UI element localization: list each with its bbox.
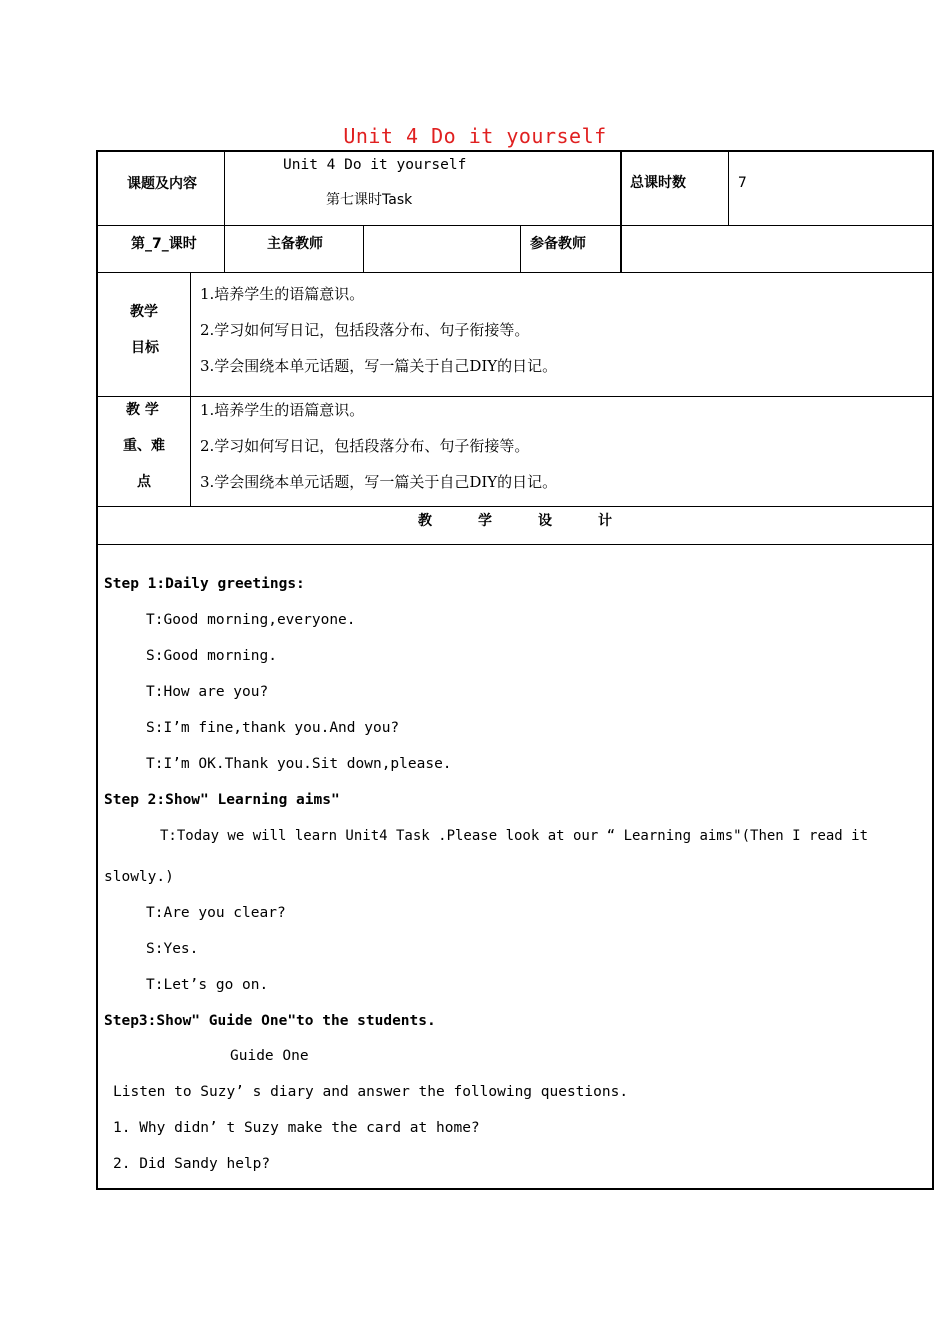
- total-hours-value: 7: [738, 175, 747, 191]
- step-2-heading: Step 2:Show" Learning aims": [104, 792, 340, 808]
- topic-line-2: 第七课时Task: [326, 192, 413, 208]
- row-divider: [96, 396, 934, 397]
- question-item: 1. Why didn’ t Suzy make the card at home?: [113, 1120, 480, 1136]
- keypoint-item: 1.培养学生的语篇意识。: [200, 401, 365, 419]
- objective-item: 3.学会围绕本单元话题，写一篇关于自己DIY的日记。: [200, 357, 558, 375]
- dialogue-line: T:Good morning,everyone.: [146, 612, 356, 628]
- dialogue-line: T:How are you?: [146, 684, 269, 700]
- row-divider: [96, 272, 934, 273]
- keypoints-label-3: 点: [137, 474, 151, 490]
- assist-teacher-label: 参备教师: [530, 236, 586, 252]
- dialogue-line: T:Are you clear?: [146, 905, 286, 921]
- paragraph-line: T:Today we will learn Unit4 Task .Please look at our “ Learning aims"(Then I read it: [160, 828, 869, 844]
- objectives-label-2: 目标: [131, 340, 159, 356]
- paragraph-line: slowly.): [104, 869, 174, 885]
- row-divider: [96, 544, 934, 545]
- col-divider: [620, 151, 622, 272]
- col-divider: [224, 151, 225, 272]
- main-teacher-label: 主备教师: [267, 236, 323, 252]
- step-3-heading: Step3:Show" Guide One"to the students.: [104, 1013, 436, 1029]
- lesson-number-label: 第_7_课时: [131, 236, 197, 252]
- question-item: 2. Did Sandy help?: [113, 1156, 271, 1172]
- design-heading-char: 设: [538, 513, 552, 529]
- objective-item: 1.培养学生的语篇意识。: [200, 285, 365, 303]
- objective-item: 2.学习如何写日记，包括段落分布、句子衔接等。: [200, 321, 530, 339]
- keypoint-item: 2.学习如何写日记，包括段落分布、句子衔接等。: [200, 437, 530, 455]
- col-divider: [728, 151, 729, 225]
- total-hours-label: 总课时数: [630, 175, 686, 191]
- row-divider: [96, 506, 934, 507]
- objectives-label-1: 教学: [130, 304, 158, 320]
- document-title: Unit 4 Do it yourself: [343, 124, 607, 148]
- topic-line-1: Unit 4 Do it yourself: [283, 157, 467, 173]
- topic-label: 课题及内容: [127, 176, 197, 192]
- col-divider: [520, 225, 521, 272]
- dialogue-line: T:I’m OK.Thank you.Sit down,please.: [146, 756, 452, 772]
- col-divider: [363, 225, 364, 272]
- keypoint-item: 3.学会围绕本单元话题，写一篇关于自己DIY的日记。: [200, 473, 558, 491]
- dialogue-line: S:I’m fine,thank you.And you?: [146, 720, 400, 736]
- keypoints-label-1: 教 学: [126, 402, 159, 418]
- row-divider: [96, 225, 934, 226]
- design-heading-char: 教: [418, 513, 432, 529]
- guide-title: Guide One: [230, 1048, 309, 1064]
- col-divider: [190, 272, 191, 506]
- dialogue-line: S:Good morning.: [146, 648, 277, 664]
- dialogue-line: S:Yes.: [146, 941, 199, 957]
- keypoints-label-2: 重、难: [123, 438, 165, 454]
- guide-instruction: Listen to Suzy’ s diary and answer the following questions.: [113, 1084, 629, 1100]
- lesson-plan-table: [96, 150, 934, 1190]
- step-1-heading: Step 1:Daily greetings:: [104, 576, 305, 592]
- design-heading-char: 学: [478, 513, 492, 529]
- design-heading-char: 计: [598, 513, 612, 529]
- dialogue-line: T:Let’s go on.: [146, 977, 269, 993]
